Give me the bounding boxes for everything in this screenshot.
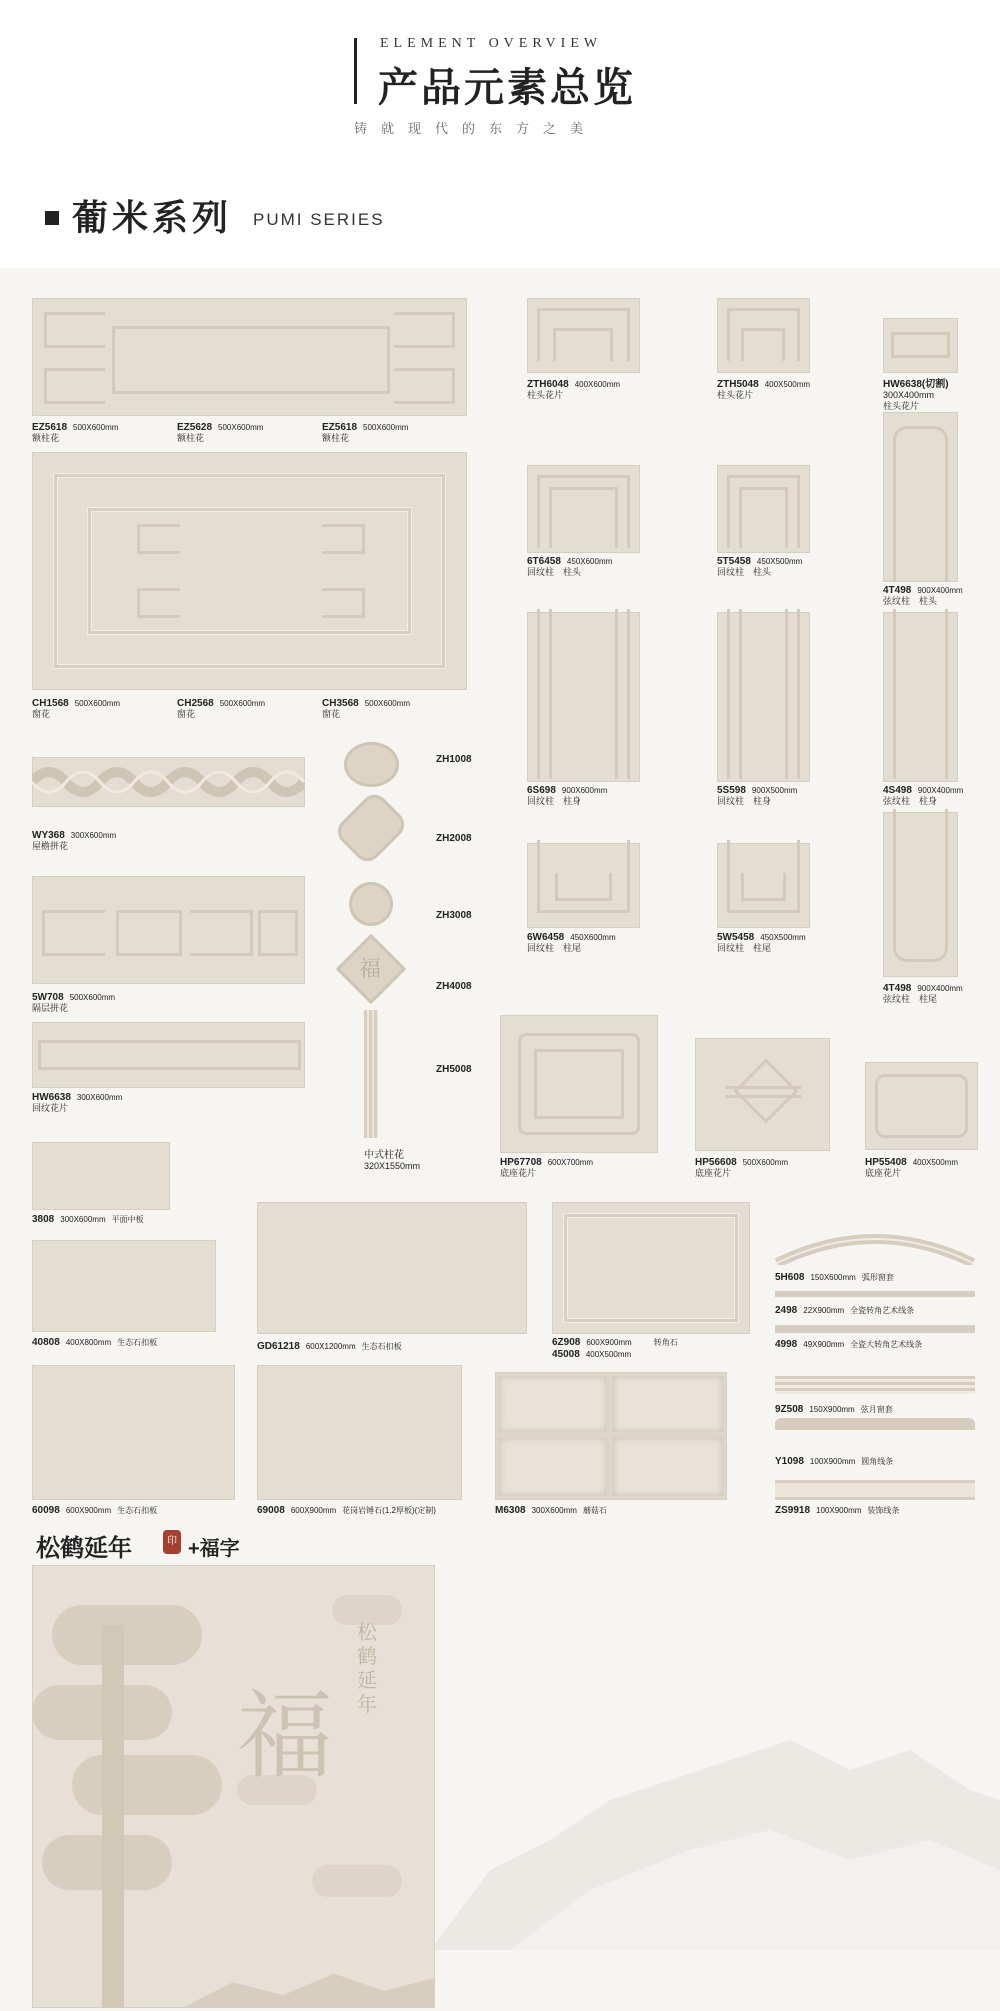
tile-40808 (32, 1240, 216, 1332)
tile-hw6638 (32, 1022, 305, 1088)
caption-45008: 45008 400X500mm (552, 1349, 632, 1360)
tile-hp67708 (500, 1015, 658, 1153)
tile-m6308 (495, 1372, 727, 1500)
molding-strip-4998 (775, 1325, 975, 1333)
pendant-fu-glyph: 福 (359, 957, 382, 982)
mural-poem: 松鹤延年 (357, 1620, 377, 1716)
tile-gd61218 (257, 1202, 527, 1334)
caption-5t5458: 5T5458 450X500mm 回纹柱 柱头 (717, 556, 803, 577)
molding-strip-9z508 (775, 1376, 975, 1394)
caption-hp55408: HP55408 400X500mm 底座花片 (865, 1157, 959, 1178)
tile-hp55408 (865, 1062, 978, 1150)
caption-ch2568: CH2568 500X600mm 窗花 (177, 698, 266, 719)
caption-y1098: Y1098 100X900mm 圆角线条 (775, 1456, 894, 1467)
tile-4t498-head (883, 412, 958, 582)
tile-5w5458 (717, 843, 810, 928)
pendant-coin-ornament (349, 882, 393, 926)
molding-strip-2498 (775, 1291, 975, 1297)
caption-zs9918: ZS9918 100X900mm 装饰线条 (775, 1505, 900, 1516)
caption-wy368: WY368 300X600mm 屋檐拼花 (32, 830, 117, 851)
series-en-title: PUMI SERIES (253, 210, 385, 229)
caption-60098: 60098 600X900mm 生态石扣板 (32, 1505, 158, 1516)
caption-4t498-base: 4T498 900X400mm 弦纹柱 柱尾 (883, 983, 963, 1004)
caption-6w6458: 6W6458 450X600mm 回纹柱 柱尾 (527, 932, 616, 953)
caption-9z508: 9Z508 150X900mm 弦月窗套 (775, 1404, 893, 1415)
series-cn-title: 葡米系列 (72, 197, 233, 238)
caption-ez5618-a: EZ5618 500X600mm 额柱花 (32, 422, 119, 443)
caption-4t498-head: 4T498 900X400mm 弦纹柱 柱头 (883, 585, 963, 606)
tile-zth5048 (717, 298, 810, 373)
tile-6s698 (527, 612, 640, 782)
tile-ch-window (32, 452, 467, 690)
pendant-label-4: ZH4008 (436, 981, 472, 992)
caption-ch3568: CH3568 500X600mm 窗花 (322, 698, 411, 719)
tile-6z908 (552, 1202, 750, 1334)
caption-69008: 69008 600X900mm 花岗岩锤石(1.2厚板)(定制) (257, 1505, 436, 1516)
pendant-label-1: ZH1008 (436, 754, 472, 765)
caption-hp67708: HP67708 600X700mm 底座花片 (500, 1157, 594, 1178)
tile-69008 (257, 1365, 462, 1500)
pine-canopy-1 (52, 1605, 202, 1665)
mural-fu-glyph: 福 (237, 1680, 333, 1792)
caption-ch1568: CH1568 500X600mm 窗花 (32, 698, 121, 719)
tile-wy368 (32, 757, 305, 807)
caption-pendant: 中式柱花 320X1550mm (364, 1150, 421, 1171)
caption-ez5618-b: EZ5618 500X600mm 额柱花 (322, 422, 409, 443)
header-cn-title: 产品元素总览 (378, 66, 636, 110)
caption-5s598: 5S598 900X500mm 回纹柱 柱身 (717, 785, 798, 806)
tile-5w708 (32, 876, 305, 984)
caption-2498: 2498 22X900mm 全瓷转角艺术线条 (775, 1305, 915, 1316)
tile-hw6638-cut (883, 318, 958, 373)
caption-6s698: 6S698 900X600mm 回纹柱 柱身 (527, 785, 608, 806)
header-cn-subtitle: 铸就现代的东方之美 (354, 121, 598, 136)
header-en-title: ELEMENT OVERVIEW (380, 36, 603, 51)
pendant-label-5: ZH5008 (436, 1064, 472, 1075)
caption-6z908: 6Z908 600X900mm 转角石 (552, 1337, 678, 1348)
pine-trunk (102, 1625, 124, 2008)
caption-hw6638-cut: HW6638(切割) 300X400mm 柱头花片 (883, 379, 949, 411)
tile-6t6458 (527, 465, 640, 553)
caption-gd61218: GD61218 600X1200mm 生态石扣板 (257, 1341, 402, 1352)
caption-hp56608: HP56608 500X600mm 底座花片 (695, 1157, 789, 1178)
pendant-tassel (364, 1010, 378, 1138)
tile-60098 (32, 1365, 235, 1500)
caption-40808: 40808 400X800mm 生态石扣板 (32, 1337, 158, 1348)
header-divider (354, 38, 357, 104)
caption-zth6048: ZTH6048 400X600mm 柱头花片 (527, 379, 621, 400)
caption-4998: 4998 49X900mm 全瓷大转角艺术线条 (775, 1339, 923, 1350)
pendant-bat-ornament (344, 742, 399, 787)
cloud-3 (312, 1865, 402, 1897)
mural-title: 松鹤延年 (36, 1533, 132, 1562)
mural-seal: 印 (163, 1530, 181, 1554)
caption-3808: 3808 300X600mm 平面中板 (32, 1214, 144, 1225)
caption-m6308: M6308 300X600mm 蘑菇石 (495, 1505, 607, 1516)
caption-5w5458: 5W5458 450X500mm 回纹柱 柱尾 (717, 932, 806, 953)
pendant-label-3: ZH3008 (436, 910, 472, 921)
tile-ez-lintel (32, 298, 467, 416)
caption-ez5628: EZ5628 500X600mm 额柱花 (177, 422, 264, 443)
mural-hills (182, 1965, 435, 2008)
tile-3808 (32, 1142, 170, 1210)
caption-5h608: 5H608 150X600mm 弧形窗套 (775, 1272, 894, 1283)
mural-panel (32, 1565, 435, 2008)
pendant-label-2: ZH2008 (436, 833, 472, 844)
mural-plus-fu: +福字 (188, 1538, 240, 1560)
tile-4t498-base (883, 812, 958, 977)
tile-5t5458 (717, 465, 810, 553)
molding-strip-y1098 (775, 1418, 975, 1430)
pine-canopy-3 (72, 1755, 222, 1815)
caption-6t6458: 6T6458 450X600mm 回纹柱 柱头 (527, 556, 613, 577)
mountain-wash (430, 1700, 1000, 1950)
caption-zth5048: ZTH5048 400X500mm 柱头花片 (717, 379, 811, 400)
tile-hp56608 (695, 1038, 830, 1151)
caption-hw6638: HW6638 300X600mm 回纹花片 (32, 1092, 123, 1113)
molding-arch-5h608 (775, 1225, 975, 1265)
series-bullet (45, 211, 59, 225)
tile-zth6048 (527, 298, 640, 373)
tile-6w6458 (527, 843, 640, 928)
tile-4s498 (883, 612, 958, 782)
caption-5w708: 5W708 500X600mm 隔层拼花 (32, 992, 116, 1013)
caption-4s498: 4S498 900X400mm 弦纹柱 柱身 (883, 785, 964, 806)
molding-strip-zs9918 (775, 1480, 975, 1500)
tile-5s598 (717, 612, 810, 782)
